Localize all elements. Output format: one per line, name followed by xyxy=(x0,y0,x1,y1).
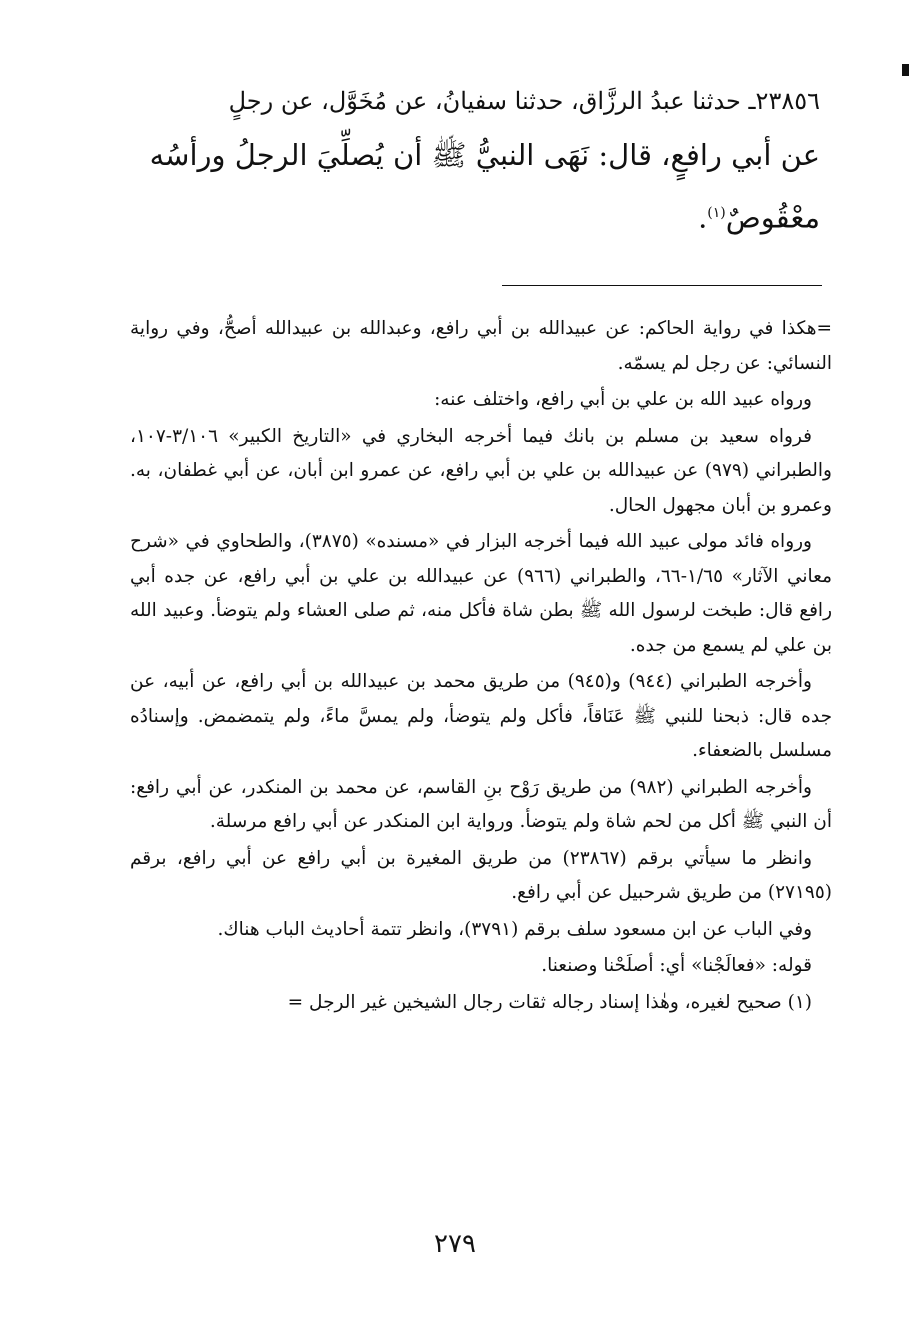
footnote-ref: (١) xyxy=(707,205,726,221)
hadith-matn-line: عن أبي رافعٍ، قال: نَهَى النبيُّ ﷺ أن يُصلِّيَ الرجلُ ورأسُه xyxy=(149,138,820,172)
hadith-isnad-line: ٢٣٨٥٦ـ حدثنا عبدُ الرزَّاق، حدثنا سفيانُ، عن مُخَوَّل، عن رجلٍ xyxy=(228,87,820,115)
note-paragraph: وفي الباب عن ابن مسعود سلف برقم (٣٧٩١)، وانظر تتمة أحاديث الباب هناك. xyxy=(217,918,812,940)
hadith-last-word: معْقُوصٌ xyxy=(725,200,820,235)
hadith-text xyxy=(125,76,820,247)
footnote-1: (١) صحيح لغيره، وهٰذا إسناد رجاله ثقات رجال الشيخين غير الرجل = xyxy=(287,991,812,1013)
page-number: ٢٧٩ xyxy=(434,1229,476,1259)
page-edge-mark xyxy=(902,64,909,76)
note-paragraph: وأخرجه الطبراني (٩٨٢) من طريق رَوْح بنِ القاسم، عن محمد بن المنكدر، عن أبي رافع: أن النبي ﷺ أكل من لحم شاة ولم يتوضأ. ورواية ابن المنكدر عن أبي رافع مرسلة. xyxy=(130,776,832,832)
note-paragraph: ورواه عبيد الله بن علي بن أبي رافع، واختلف عنه: xyxy=(434,389,812,410)
note-paragraph: =هكذا في رواية الحاكم: عن عبيدالله بن أبي رافع، وعبدالله بن عبيدالله أصحُّ، وفي رواية النسائي: عن رجل لم يسمّه. xyxy=(130,318,832,374)
note-paragraph: فرواه سعيد بن مسلم بن بانك فيما أخرجه البخاري في «التاريخ الكبير» ٣/١٠٦-١٠٧، والطبراني (٩٧٩) عن عبيدالله بن علي بن أبي رافع، عن عمرو ابن أبان، عن أبي غطفان، به. وعمرو بن أبان مجهول الحال. xyxy=(130,425,832,516)
note-paragraph: وانظر ما سيأتي برقم (٢٣٨٦٧) من طريق المغيرة بن أبي رافع عن أبي رافع، برقم (٢٧١٩٥) من طريق شرحبيل عن أبي رافع. xyxy=(130,847,832,903)
hadith-matn-end xyxy=(125,184,820,247)
note-paragraph: وأخرجه الطبراني (٩٤٤) و(٩٤٥) من طريق محمد بن عبيدالله بن أبي رافع، عن أبيه، عن جده قال: ذبحنا للنبي ﷺ عَنَاقاً، فأكل ولم يتوضأ، ولم يمسَّ ماءً، ولم يتمضمض. وإسنادُه مسلسل بالضعفاء. xyxy=(130,671,832,761)
footnotes xyxy=(130,312,832,1022)
note-paragraph: ورواه فائد مولى عبيد الله فيما أخرجه البزار في «مسنده» (٣٨٧٥)، والطحاوي في «شرح معاني الآثار» ١/٦٥-٦٦، والطبراني (٩٦٦) عن عبيدالله بن علي بن أبي رافع، عن جده أبي رافع قال: طبخت لرسول الله ﷺ بطن شاة فأكل منه، ثم صلى العشاء ولم يتوضأ. وعبيد الله بن علي لم يسمع من جده. xyxy=(130,531,833,656)
footnote-separator xyxy=(502,285,822,286)
hadith-period: . xyxy=(698,200,708,235)
note-paragraph: قوله: «فعالَجْنا» أي: أصلَحْنا وصنعنا. xyxy=(541,955,812,976)
